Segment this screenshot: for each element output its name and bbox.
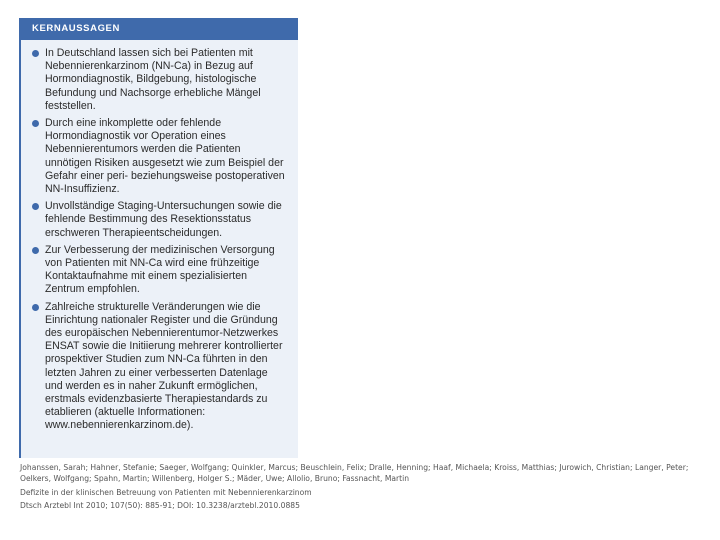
key-statement-text: Unvollständige Staging-Untersuchungen sowie die fehlende Bestimmung des Resektionsstatus erschweren Therapieentscheidungen. bbox=[45, 200, 282, 239]
key-statement-item bbox=[32, 47, 288, 113]
bullet-icon bbox=[32, 50, 39, 57]
bullet-icon bbox=[32, 304, 39, 311]
key-statements-box bbox=[19, 18, 298, 458]
key-statement-item bbox=[32, 244, 288, 297]
box-left-rule bbox=[19, 40, 21, 458]
citation-authors: Johanssen, Sarah; Hahner, Stefanie; Saeger, Wolfgang; Quinkler, Marcus; Beuschlein, Felix; Dralle, Henning; Haaf, Michaela; Kroiss, Matthias; Jurowich, Christian; Langer, Peter; Oelkers, Wolfgang; Spahn, Martin; Willenberg, Holger S.; Mäder, Uwe; Allolio, Bruno; Fassnacht, Martin bbox=[20, 463, 689, 483]
key-statement-text: In Deutschland lassen sich bei Patienten mit Nebennierenkarzinom (NN-Ca) in Bezug auf Hormondiagnostik, Bildgebung, histologische Befundung und Nachsorge erhebliche Mängel feststellen. bbox=[45, 47, 261, 112]
box-title: KERNAUSSAGEN bbox=[19, 18, 298, 40]
bullet-icon bbox=[32, 120, 39, 127]
key-statement-text: Zur Verbesserung der medizinischen Versorgung von Patienten mit NN-Ca wird eine frühzeitige Kontaktaufnahme mit einem spezialisierten Zentrum empfohlen. bbox=[45, 243, 275, 296]
bullet-icon bbox=[32, 203, 39, 210]
citation-journal: Dtsch Arztebl Int 2010; 107(50): 885-91; DOI: 10.3238/arztebl.2010.0885 bbox=[20, 501, 300, 510]
citation-block bbox=[20, 462, 710, 513]
key-statement-item bbox=[32, 117, 288, 196]
citation-title: Defizite in der klinischen Betreuung von Patienten mit Nebennierenkarzinom bbox=[20, 488, 312, 497]
key-statement-text: Durch eine inkomplette oder fehlende Hormondiagnostik vor Operation eines Nebennierentumors werden die Patienten unnötigen Risiken ausgesetzt wie zum Beispiel der Gefahr einer peri- beziehungsweise postoperativen NN-Insuffizienz. bbox=[45, 117, 285, 196]
key-statements-list bbox=[19, 40, 298, 433]
key-statement-item bbox=[32, 200, 288, 240]
bullet-icon bbox=[32, 247, 39, 254]
key-statement-item bbox=[32, 301, 288, 433]
key-statement-text: Zahlreiche strukturelle Veränderungen wie die Einrichtung nationaler Register und die Gründung des europäischen Nebennierentumor-Netzwerkes ENSAT sowie die Initiierung mehrerer kontrollierter prospektiver Studien zum NN-Ca führten in den letzten Jahren zu einer verbesserten Datenlage und werden es in naher Zukunft ermöglichen, erstmals evidenzbasierte Therapiestandards zu etablieren (aktuelle Informationen: www.nebennierenkarzinom.de). bbox=[45, 300, 283, 432]
